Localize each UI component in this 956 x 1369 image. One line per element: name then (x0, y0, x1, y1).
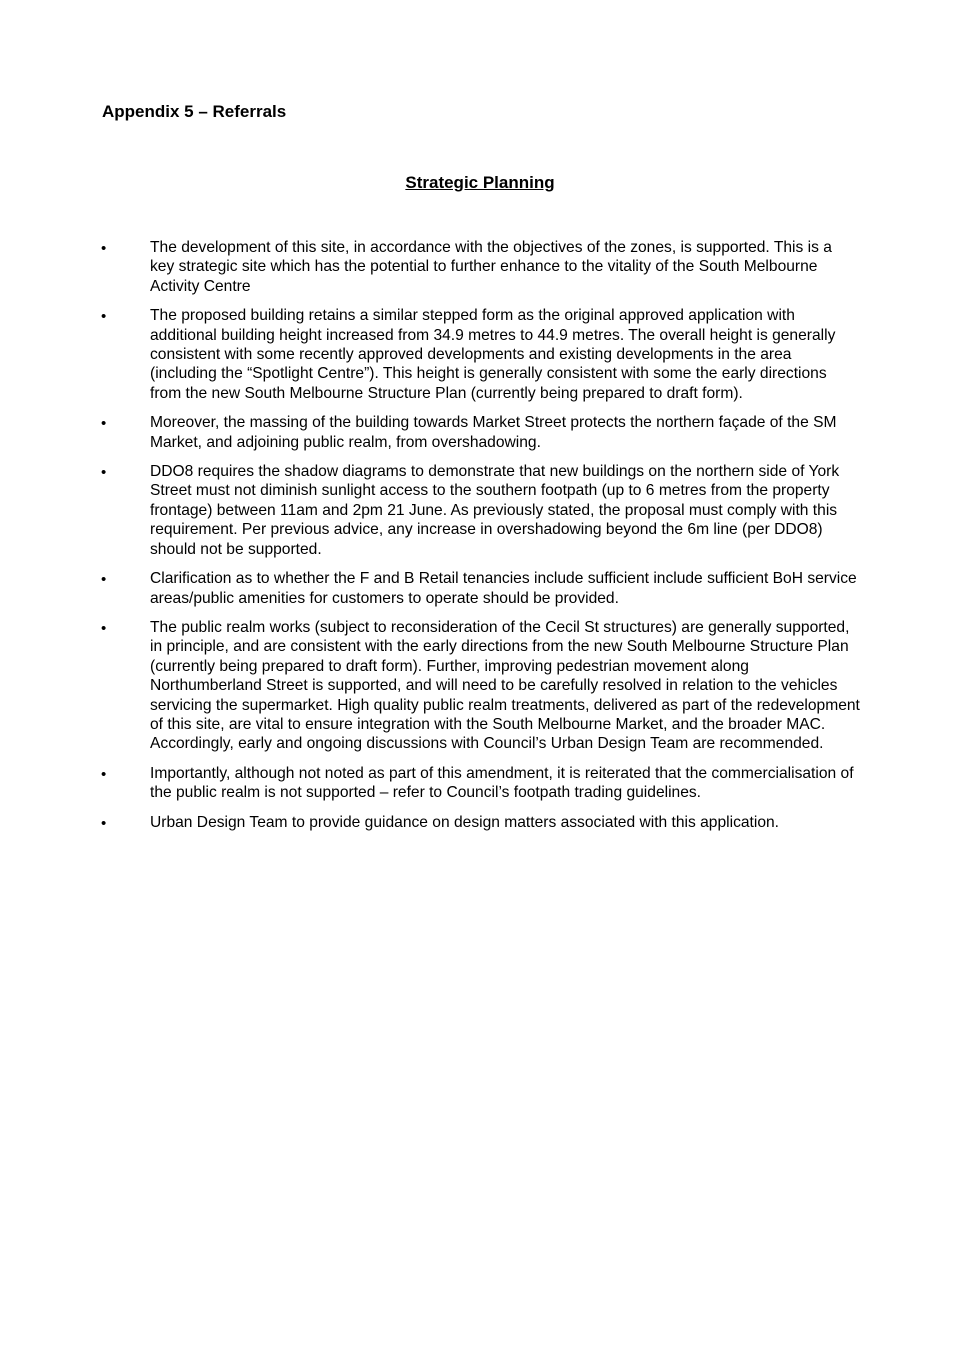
bullet-icon: • (101, 814, 107, 832)
list-item-text: Clarification as to whether the F and B Retail tenancies include sufficient include sufficient BoH service areas/public amenities for customers to operate should be provided. (150, 570, 857, 607)
list-item-text: The public realm works (subject to reconsideration of the Cecil St structures) are generally supported, in principle, and are consistent with the early directions from the new South Melbourne Structure Plan (currently being prepared to draft form). Further, improving pedestrian movement along Northumberland Street is supported, and will need to be carefully resolved in relation to the vehicles servicing the supermarket. High quality public realm treatments, delivered as part of the redevelopment of this site, are vital to ensure integration with the South Melbourne Market, and the broader MAC. Accordingly, early and ongoing discussions with Council’s Urban Design Team are recommended. (150, 618, 860, 753)
appendix-title: Appendix 5 – Referrals (102, 102, 287, 121)
list-item-text: The proposed building retains a similar stepped form as the original approved application with additional building height increased from 34.9 metres to 44.9 metres. The overall height is generally consistent with some recently approved developments and existing developments in the area (including the “Spotlight Centre”). This height is generally consistent with some the early directions from the new South Melbourne Structure Plan (currently being prepared to draft form). (150, 307, 836, 402)
list-item-text: The development of this site, in accordance with the objectives of the zones, is supported. This is a key strategic site which has the potential to further enhance to the vitality of the South Melbourne Activity Centre (150, 239, 832, 295)
bullet-icon: • (101, 308, 107, 326)
list-item (0, 813, 956, 832)
section-title: Strategic Planning (405, 173, 555, 192)
bullet-icon: • (101, 571, 107, 589)
bullet-icon: • (101, 464, 107, 482)
list-item (0, 238, 956, 296)
list-item (0, 764, 956, 803)
referral-bullet-list (0, 238, 956, 842)
list-item-text: DDO8 requires the shadow diagrams to demonstrate that new buildings on the northern side of York Street must not diminish sunlight access to the southern footpath (up to 6 metres from the property frontage) between 11am and 2pm 21 June. As previously stated, the proposal must comply with this requirement. Per previous advice, any increase in overshadowing beyond the 6m line (per DDO8) should not be supported. (150, 463, 840, 558)
list-item (0, 462, 956, 559)
list-item-text: Urban Design Team to provide guidance on design matters associated with this application. (150, 813, 780, 831)
list-item-text: Importantly, although not noted as part of this amendment, it is reiterated that the commercialisation of the public realm is not supported – refer to Council’s footpath trading guidelines. (150, 764, 854, 802)
list-item (0, 618, 956, 754)
list-item (0, 413, 956, 452)
bullet-icon: • (101, 415, 107, 433)
bullet-icon: • (101, 619, 107, 637)
list-item-text: Moreover, the massing of the building towards Market Street protects the northern façade of the SM Market, and adjoining public realm, from overshadowing. (150, 414, 837, 451)
list-item (0, 569, 956, 608)
bullet-icon: • (101, 240, 107, 257)
bullet-icon: • (101, 765, 107, 783)
list-item (0, 306, 956, 403)
